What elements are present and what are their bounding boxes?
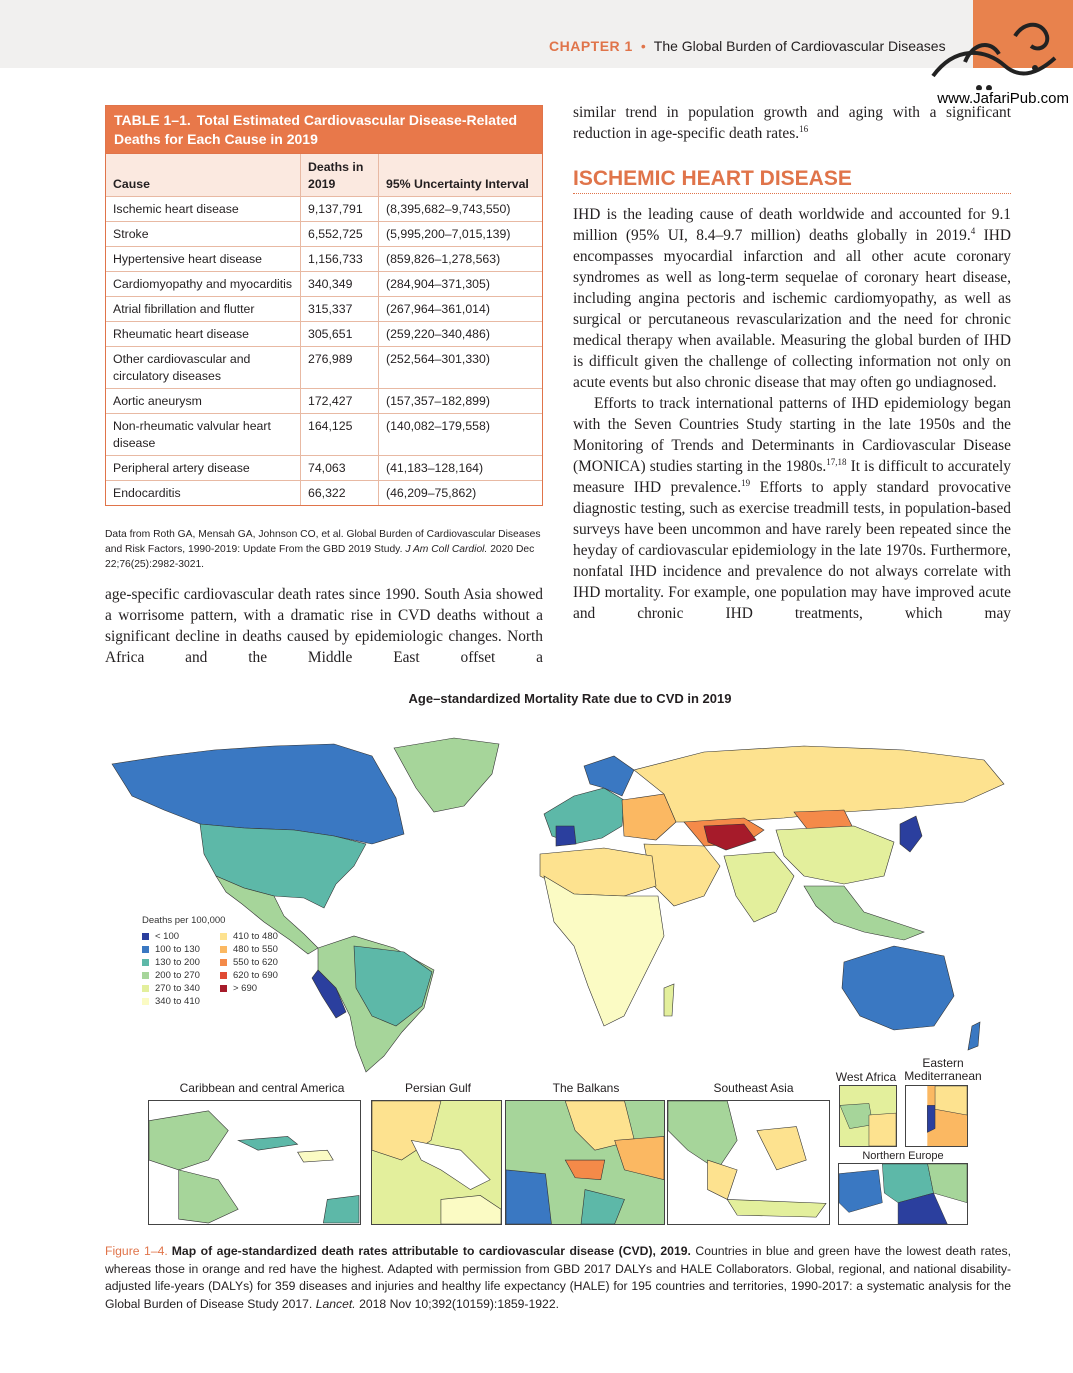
interval-cell: (259,220–340,486) xyxy=(386,327,490,341)
cause-cell: Endocarditis xyxy=(106,481,301,505)
interval-cell: (267,964–361,014) xyxy=(386,302,490,316)
ihd-p1-ref: 4 xyxy=(970,226,976,236)
table-source-citation: 2020 Dec 22;76(25):2982-3021. xyxy=(105,544,535,570)
cause-cell: Cardiomyopathy and myocarditis xyxy=(106,272,301,296)
interval-cell: (284,904–371,305) xyxy=(386,277,490,291)
legend-item xyxy=(142,956,220,968)
table-row xyxy=(106,296,542,321)
map-madagascar xyxy=(664,984,674,1016)
inset-label-balkans: The Balkans xyxy=(552,1081,620,1095)
map-subsaharan-africa xyxy=(544,876,664,1026)
deaths-cell: 315,337 xyxy=(301,297,379,321)
world-map xyxy=(104,726,1012,1076)
legend-label: 340 to 410 xyxy=(155,995,200,1007)
table-row xyxy=(106,346,542,388)
inset-label-neurope: Northern Europe xyxy=(862,1150,944,1162)
deaths-cell: 164,125 xyxy=(301,414,379,455)
table-header-row xyxy=(106,153,542,196)
legend-swatch xyxy=(220,972,227,979)
interval-cell: (8,395,682–9,743,550) xyxy=(386,202,511,216)
table-row xyxy=(106,413,542,455)
inset-westafrica xyxy=(839,1085,897,1147)
legend-swatch xyxy=(220,985,227,992)
ihd-body xyxy=(573,204,1011,624)
map-japan-korea xyxy=(900,816,922,852)
legend-title: Deaths per 100,000 xyxy=(142,915,226,926)
table-source-journal: J Am Coll Cardiol. xyxy=(405,544,488,555)
map-russia xyxy=(634,746,1004,822)
cause-cell: Hypertensive heart disease xyxy=(106,247,301,271)
table-body xyxy=(106,196,542,505)
table-source-text: Data from Roth GA, Mensah GA, Johnson CO, et al. Global Burden of Cardiovascular Diseases and Risk Factors, 1990-2019: Update From the GBD 2019 Study. xyxy=(105,529,541,555)
ihd-paragraph-1 xyxy=(573,204,1011,393)
ihd-p2-ref-a: 17,18 xyxy=(826,457,847,467)
ihd-p2-ref-b: 19 xyxy=(741,478,751,488)
legend-item xyxy=(220,982,300,994)
interval-cell: (41,183–128,164) xyxy=(386,461,484,475)
inset-gulf xyxy=(371,1100,502,1225)
inset-label-caribbean: Caribbean and central America xyxy=(179,1081,345,1095)
inset-neurope xyxy=(838,1163,968,1225)
legend-swatch xyxy=(142,985,149,992)
table-row xyxy=(106,455,542,480)
left-column-text: age-specific cardiovascular death rates since 1990. South Asia showed a worrisome pattern, with a dramatic rise in CVD deaths without a significant decline in deaths caused by epidemiologic changes. North Africa and the Middle East offset a xyxy=(105,586,543,666)
ihd-p1-text-a: IHD is the leading cause of death worldwide and accounted for 9.1 million (95% UI, 8.4–9.7 million) deaths globally in 2019. xyxy=(573,206,1011,244)
legend-item xyxy=(220,969,300,981)
table-row xyxy=(106,196,542,221)
table-row xyxy=(106,221,542,246)
legend-item xyxy=(142,943,220,955)
table-header-deaths: Deaths in 2019 xyxy=(301,154,379,196)
legend-swatch xyxy=(142,959,149,966)
cause-cell: Rheumatic heart disease xyxy=(106,322,301,346)
publisher-url: www.JafariPub.com xyxy=(937,90,1069,107)
table-row xyxy=(106,321,542,346)
legend-grid xyxy=(142,930,300,1007)
deaths-cell: 1,156,733 xyxy=(301,247,379,271)
table-title-text: Total Estimated Cardiovascular Disease-Related Deaths for Each Cause in 2019 xyxy=(114,112,518,147)
cause-cell: Ischemic heart disease xyxy=(106,197,301,221)
legend-label: 480 to 550 xyxy=(233,943,278,955)
legend-label: 200 to 270 xyxy=(155,969,200,981)
legend-swatch xyxy=(220,959,227,966)
table-number: TABLE 1–1. xyxy=(114,112,191,128)
table-source-note xyxy=(105,527,545,572)
interval-cell: (140,082–179,558) xyxy=(386,419,490,433)
table-header-cause: Cause xyxy=(106,154,301,196)
running-head xyxy=(549,38,946,54)
legend-item xyxy=(220,943,300,955)
map-south-asia xyxy=(724,852,794,922)
ihd-paragraph-2 xyxy=(573,393,1011,624)
interval-cell: (252,564–301,330) xyxy=(386,352,490,366)
inset-eastmed xyxy=(905,1085,968,1147)
map-greenland xyxy=(394,738,499,812)
legend-item xyxy=(220,930,300,942)
cause-cell: Atrial fibrillation and flutter xyxy=(106,297,301,321)
legend-label: 410 to 480 xyxy=(233,930,278,942)
legend-item xyxy=(142,982,220,994)
legend-label: 100 to 130 xyxy=(155,943,200,955)
legend-item xyxy=(142,930,220,942)
running-title: The Global Burden of Cardiovascular Diseases xyxy=(653,38,946,54)
ihd-p2-text-b: It is difficult to accurately measure IHD prevalence. xyxy=(573,458,1011,496)
caption-title: Map of age-standardized death rates attributable to cardiovascular disease (CVD), 2019. xyxy=(171,1244,691,1258)
interval-cell: (5,995,200–7,015,139) xyxy=(386,227,511,241)
interval-cell: (46,209–75,862) xyxy=(386,486,477,500)
inset-label-seasia: Southeast Asia xyxy=(713,1081,794,1095)
cause-cell: Stroke xyxy=(106,222,301,246)
legend-label: 270 to 340 xyxy=(155,982,200,994)
map-legend xyxy=(142,915,300,1007)
legend-label: 620 to 690 xyxy=(233,969,278,981)
legend-label: 550 to 620 xyxy=(233,956,278,968)
deaths-table xyxy=(105,105,543,506)
deaths-cell: 66,322 xyxy=(301,481,379,505)
ihd-p1-text-b: IHD encompasses myocardial infarction and all other acute coronary syndromes as well as long-term sequelae of coronary heart disease, including angina pectoris and ischemic cardiomyopathy, as well as surgical or percutaneous revascularization and the need for chronic medical therapy when available. Measuring the global burden of IHD is difficult given the challenge of collecting information not only on acute events but also chronic disease that may often go undiagnosed. xyxy=(573,227,1012,391)
map-australia xyxy=(842,946,954,1030)
section-heading: ISCHEMIC HEART DISEASE xyxy=(573,167,1011,194)
caption-label: Figure 1–4. xyxy=(105,1244,168,1258)
legend-label: < 100 xyxy=(155,930,180,942)
legend-swatch xyxy=(142,946,149,953)
figure-caption xyxy=(105,1243,1011,1313)
inset-label-westafrica: West Africa xyxy=(835,1070,897,1084)
legend-swatch xyxy=(220,933,227,940)
legend-item xyxy=(220,956,300,968)
caption-journal: Lancet. xyxy=(315,1296,356,1311)
inset-seasia xyxy=(667,1100,830,1225)
caption-tail: 2018 Nov 10;392(10159):1859-1922. xyxy=(355,1296,559,1311)
inset-balkans xyxy=(505,1100,665,1225)
deaths-cell: 9,137,791 xyxy=(301,197,379,221)
map-new-zealand xyxy=(968,1022,980,1050)
legend-item xyxy=(220,995,300,1007)
legend-item xyxy=(142,969,220,981)
deaths-cell: 340,349 xyxy=(301,272,379,296)
table-header-interval: 95% Uncertainty Interval xyxy=(386,177,529,191)
legend-swatch xyxy=(142,998,149,1005)
header-band xyxy=(0,0,1073,68)
chapter-label: CHAPTER 1 xyxy=(549,38,633,54)
ihd-p2-text-a: Efforts to track international patterns of IHD epidemiology began with the Seven Countries Study starting in the late 1950s and the Monitoring of Trends and Determinants in Cardiovascular Disease (MONICA) studies starting in the 1980s. xyxy=(573,395,1011,475)
cause-cell: Non-rheumatic valvular heart disease xyxy=(106,414,301,455)
legend-swatch xyxy=(142,972,149,979)
table-row xyxy=(106,388,542,413)
intro-ref: 16 xyxy=(799,124,809,134)
separator-dot: • xyxy=(640,38,646,54)
caption-text: Countries in blue and green have the lowest death rates, whereas those in orange and red have the highest. Adapted with permission from GBD 2017 DALYs and HALE Collaborators. Global, regional, and national disability-adjusted life-years (DALYs) for 359 diseases and injuries and healthy life expectancy (HALE) for 195 countries and territories, 1990-2017: a systematic analysis for the Global Burden of Disease Study 2017. xyxy=(105,1244,1012,1311)
legend-label: > 690 xyxy=(233,982,258,994)
cause-cell: Peripheral artery disease xyxy=(106,456,301,480)
interval-cell: (157,357–182,899) xyxy=(386,394,490,408)
interval-cell: (859,826–1,278,563) xyxy=(386,252,501,266)
map-iberia xyxy=(556,826,576,846)
deaths-cell: 6,552,725 xyxy=(301,222,379,246)
legend-swatch xyxy=(220,946,227,953)
map-scandinavia xyxy=(584,756,634,796)
right-column-intro xyxy=(573,102,1011,144)
legend-item xyxy=(142,995,220,1007)
ihd-p2-text-c: Efforts to apply standard provocative diagnostic testing, such as exercise treadmill tests, in population-based surveys have been uncommon and have rarely been repeated since the heyday of cardiovascular epidemiology in the late 1970s. Furthermore, nonfatal IHD incidence and prevalence do not always correlate with IHD mortality. For example, one population may have improved acute and chronic IHD treatments, which may xyxy=(573,479,1011,622)
inset-label-gulf: Persian Gulf xyxy=(404,1081,472,1095)
table-row xyxy=(106,246,542,271)
table-row xyxy=(106,271,542,296)
table-title xyxy=(106,106,542,153)
legend-label: 130 to 200 xyxy=(155,956,200,968)
intro-text: similar trend in population growth and aging with a significant reduction in age-specific death rates. xyxy=(573,104,1011,142)
map-southeast-asia xyxy=(804,886,924,940)
deaths-cell: 276,989 xyxy=(301,347,379,388)
table-row xyxy=(106,480,542,505)
inset-label-eastmed: Eastern Mediterranean xyxy=(904,1056,982,1083)
cause-cell: Aortic aneurysm xyxy=(106,389,301,413)
figure-title: Age–standardized Mortality Rate due to CVD in 2019 xyxy=(408,691,732,706)
legend-swatch xyxy=(142,933,149,940)
deaths-cell: 74,063 xyxy=(301,456,379,480)
inset-caribbean xyxy=(148,1100,361,1225)
deaths-cell: 172,427 xyxy=(301,389,379,413)
deaths-cell: 305,651 xyxy=(301,322,379,346)
cause-cell: Other cardiovascular and circulatory diseases xyxy=(106,347,301,388)
